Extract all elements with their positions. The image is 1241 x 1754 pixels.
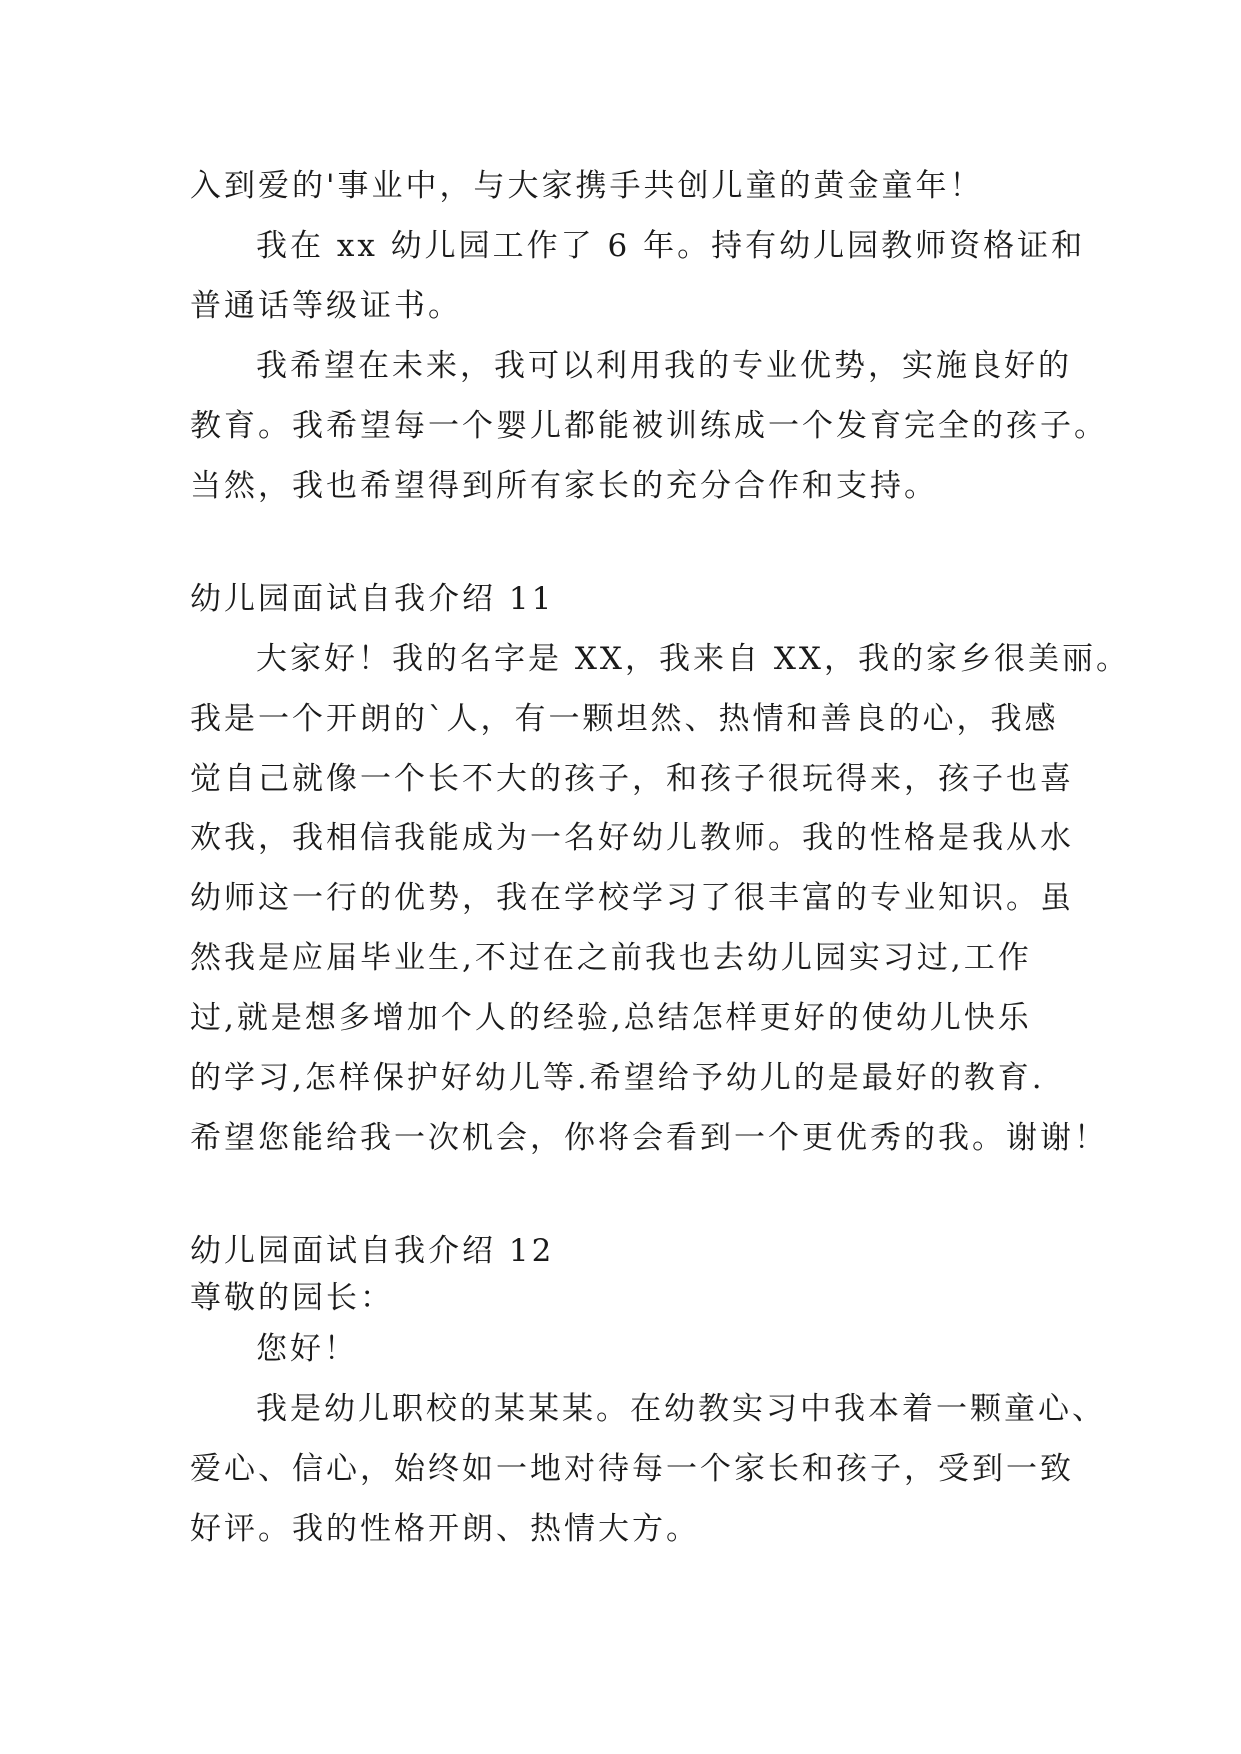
- paragraph-line: 爱心、信心，始终如一地对待每一个家长和孩子，受到一致: [190, 1451, 1074, 1487]
- paragraph-line: 教育。我希望每一个婴儿都能被训练成一个发育完全的孩子。: [190, 408, 1108, 444]
- section-heading: 幼儿园面试自我介绍 11: [190, 581, 555, 617]
- paragraph-line: 过,就是想多增加个人的经验,总结怎样更好的使幼儿快乐: [190, 1000, 1032, 1036]
- paragraph-line: 普通话等级证书。: [190, 288, 462, 324]
- greeting: 您好！: [256, 1331, 358, 1367]
- salutation: 尊敬的园长：: [190, 1280, 394, 1316]
- paragraph-line: 的学习,怎样保护好幼儿等.希望给予幼儿的是最好的教育.: [190, 1060, 1045, 1096]
- paragraph-line: 幼师这一行的优势，我在学校学习了很丰富的专业知识。虽: [190, 880, 1074, 916]
- paragraph-line: 入到爱的'事业中，与大家携手共创儿童的黄金童年！: [190, 168, 984, 204]
- paragraph-line: 我是幼儿职校的某某某。在幼教实习中我本着一颗童心、: [256, 1391, 1106, 1427]
- paragraph-line: 我是一个开朗的`人，有一颗坦然、热情和善良的心，我感: [190, 701, 1059, 737]
- paragraph-line: 欢我，我相信我能成为一名好幼儿教师。我的性格是我从水: [190, 820, 1074, 856]
- paragraph-line: 当然，我也希望得到所有家长的充分合作和支持。: [190, 468, 938, 504]
- paragraph-line: 觉自己就像一个长不大的孩子，和孩子很玩得来，孩子也喜: [190, 761, 1074, 797]
- paragraph-line: 大家好！我的名字是 XX，我来自 XX，我的家乡很美丽。: [256, 641, 1130, 677]
- paragraph-line: 我希望在未来，我可以利用我的专业优势，实施良好的: [256, 348, 1072, 384]
- section-heading: 幼儿园面试自我介绍 12: [190, 1233, 555, 1269]
- paragraph-line: 然我是应届毕业生,不过在之前我也去幼儿园实习过,工作: [190, 940, 1032, 976]
- paragraph-line: 好评。我的性格开朗、热情大方。: [190, 1511, 700, 1547]
- paragraph-line: 我在 xx 幼儿园工作了 6 年。持有幼儿园教师资格证和: [256, 228, 1086, 264]
- paragraph-line: 希望您能给我一次机会，你将会看到一个更优秀的我。谢谢！: [190, 1120, 1108, 1156]
